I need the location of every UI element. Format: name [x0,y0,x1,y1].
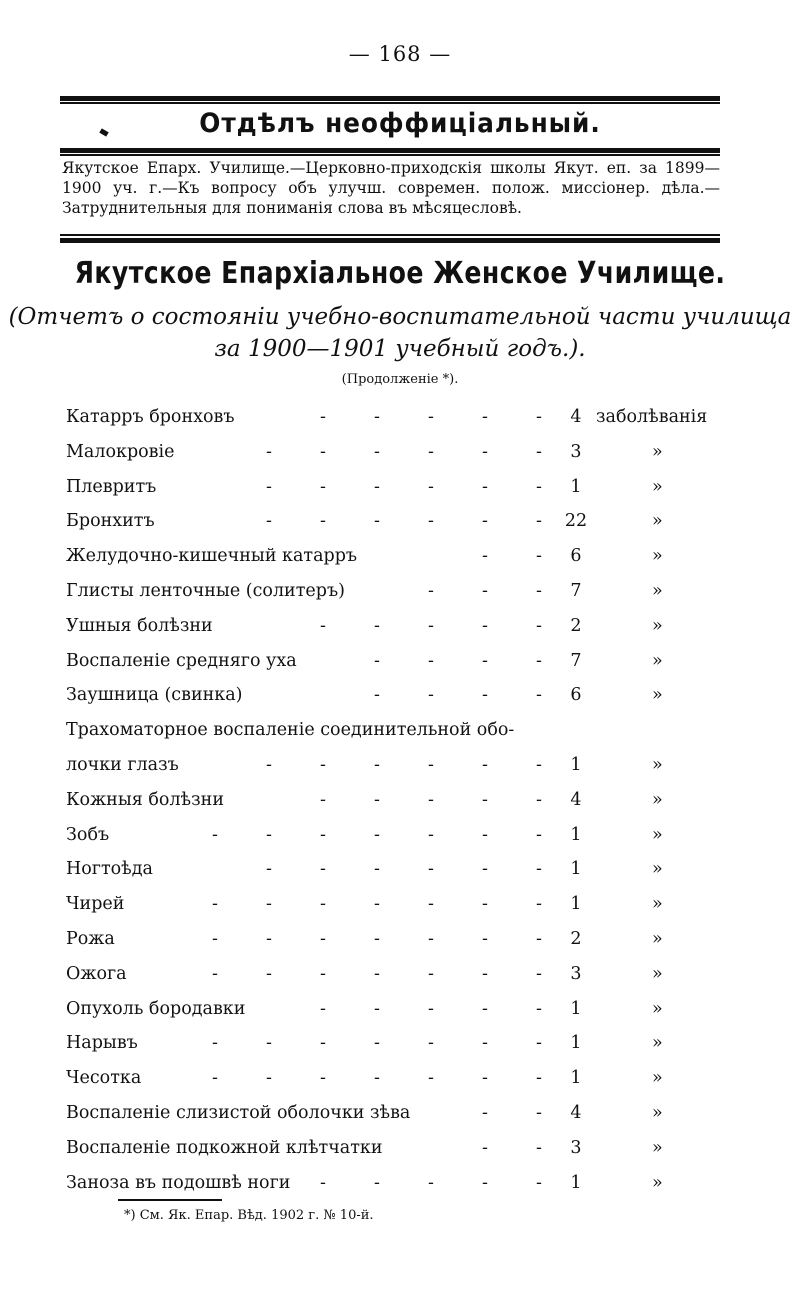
leader-dashes: - - - - - [320,998,542,1019]
ditto-mark: » [652,511,663,532]
page-number: — 168 — [348,42,452,66]
leader-dashes: - - [482,1102,542,1123]
case-count: 4 [570,789,582,810]
disease-name: Заноза въ подошвѣ ноги [66,1172,291,1193]
leader-dashes: - - - - [374,650,542,671]
case-count: 1 [570,1068,582,1089]
footnote-rule [118,1199,222,1201]
leader-dashes: - - - - - - [266,441,542,462]
disease-name: Бронхитъ [66,511,155,532]
case-count: 3 [570,963,582,984]
summary-rule-thin [60,234,720,236]
disease-name: Заушница (свинка) [66,685,243,706]
case-count: 1 [570,824,582,845]
disease-name: Чесотка [66,1068,142,1089]
disease-name: Воспаленіе слизистой оболочки зѣва [66,1102,411,1123]
case-count: 1 [570,894,582,915]
leader-dashes: - - - - - - [266,754,542,775]
case-count: 3 [570,441,582,462]
unit-label: заболѣванія [596,407,708,427]
article-subtitle-line2: за 1900—1901 учебный годъ.). [214,336,586,362]
leader-dashes: - - - - - - - [212,963,542,984]
disease-name: Плевритъ [66,476,157,497]
disease-name: Ногтоѣда [66,859,153,880]
ditto-mark: » [652,998,663,1019]
leader-dashes: - - [482,1137,542,1158]
disease-name: Рожа [66,928,115,949]
leader-dashes: - - - - - [320,789,542,810]
leader-dashes: - - - - - [320,1172,542,1193]
disease-name: Воспаленіе средняго уха [66,650,297,671]
disease-name: Нарывъ [66,1033,138,1054]
leader-dashes: - - - - - [320,615,542,636]
case-count: 22 [564,511,588,532]
leader-dashes: - - - - - - [266,511,542,532]
disease-row [66,539,736,574]
disease-name: Воспаленіе подкожной клѣтчатки [66,1137,383,1158]
case-count: 2 [570,615,582,636]
disease-row [66,818,736,853]
disease-row [66,783,736,818]
case-count: 7 [570,650,582,671]
leader-dashes: - - - [428,580,542,601]
ditto-mark: » [652,580,663,601]
disease-row [66,574,736,609]
ditto-mark: » [652,1137,663,1158]
summary-rule [60,238,720,243]
leader-dashes: - - - - [374,685,542,706]
case-count: 1 [570,476,582,497]
disease-name: Трахоматорное воспаленіе соединительной обо- [66,720,515,741]
leader-dashes: - - [482,546,542,567]
section-summary: Якутское Епарх. Училище.—Церковно-приходскія школы Якут. еп. за 1899—1900 уч. г.—Къ вопросу объ улучш. современ. полож. миссіонер. дѣла.—Затруднительныя для пониманія слова въ мѣсяцесловѣ. [62,159,720,217]
disease-name: Кожныя болѣзни [66,789,224,810]
ditto-mark: » [652,859,663,880]
section-rule [60,148,720,153]
ditto-mark: » [652,685,663,706]
disease-row [66,435,736,470]
case-count: 3 [570,1137,582,1158]
disease-row [66,1166,736,1201]
case-count: 6 [570,546,582,567]
disease-row [66,400,736,435]
leader-dashes: - - - - - - [266,476,542,497]
disease-list [66,400,736,1200]
case-count: 1 [570,754,582,775]
disease-row [66,470,736,505]
ditto-mark: » [652,963,663,984]
case-count: 2 [570,928,582,949]
leader-dashes: - - - - - - [266,859,542,880]
ditto-mark: » [652,476,663,497]
case-count: 7 [570,580,582,601]
ditto-mark: » [652,789,663,810]
leader-dashes: - - - - - - - [212,894,542,915]
disease-row [66,609,736,644]
ditto-mark: » [652,546,663,567]
disease-name: Зобъ [66,824,110,845]
disease-row [66,748,736,783]
leader-dashes: - - - - - - - [212,928,542,949]
disease-name: Опухоль бородавки [66,998,246,1019]
case-count: 4 [570,1102,582,1123]
disease-name: Желудочно-кишечный катарръ [66,546,358,567]
continued-note: (Продолженіе *). [341,372,459,387]
disease-name: Катарръ бронховъ [66,407,235,427]
disease-row [66,922,736,957]
ditto-mark: » [652,1033,663,1054]
top-rule [60,96,720,101]
ditto-mark: » [652,615,663,636]
section-title: Отдѣлъ неоффиціальный. [199,108,601,139]
disease-row [66,713,736,748]
disease-row [66,992,736,1027]
disease-name: Глисты ленточные (солитеръ) [66,580,345,601]
ditto-mark: » [652,650,663,671]
case-count: 1 [570,998,582,1019]
case-count: 1 [570,1033,582,1054]
leader-dashes: - - - - - - - [212,824,542,845]
ditto-mark: » [652,1172,663,1193]
disease-row [66,644,736,679]
top-rule-thin [60,102,720,104]
article-subtitle-line1: (Отчетъ о состояніи учебно-воспитательной части училища [8,304,792,330]
case-count: 6 [570,685,582,706]
disease-name: Чирей [66,894,125,915]
disease-row [66,1026,736,1061]
disease-name: Ушныя болѣзни [66,615,213,636]
case-count: 1 [570,859,582,880]
footnote: *) См. Як. Епар. Вѣд. 1902 г. № 10-й. [124,1208,374,1223]
ditto-mark: » [652,894,663,915]
disease-row [66,504,736,539]
case-count: 4 [570,407,582,427]
disease-row [66,852,736,887]
disease-row [66,678,736,713]
disease-row [66,1131,736,1166]
ditto-mark: » [652,824,663,845]
ditto-mark: » [652,928,663,949]
disease-row [66,1061,736,1096]
leader-dashes: - - - - - - - [212,1033,542,1054]
leader-dashes: - - - - - - - [212,1068,542,1089]
disease-row [66,887,736,922]
disease-name: Ожога [66,963,127,984]
ditto-mark: » [652,441,663,462]
disease-name: лочки глазъ [66,754,179,775]
section-rule-thin [60,154,720,156]
disease-row [66,957,736,992]
leader-dashes: - - - - - [320,407,542,427]
ditto-mark: » [652,1102,663,1123]
ditto-mark: » [652,754,663,775]
disease-name: Малокровіе [66,441,175,462]
disease-row [66,1096,736,1131]
ditto-mark: » [652,1068,663,1089]
article-title: Якутское Епархіальное Женское Училище. [74,256,726,291]
case-count: 1 [570,1172,582,1193]
